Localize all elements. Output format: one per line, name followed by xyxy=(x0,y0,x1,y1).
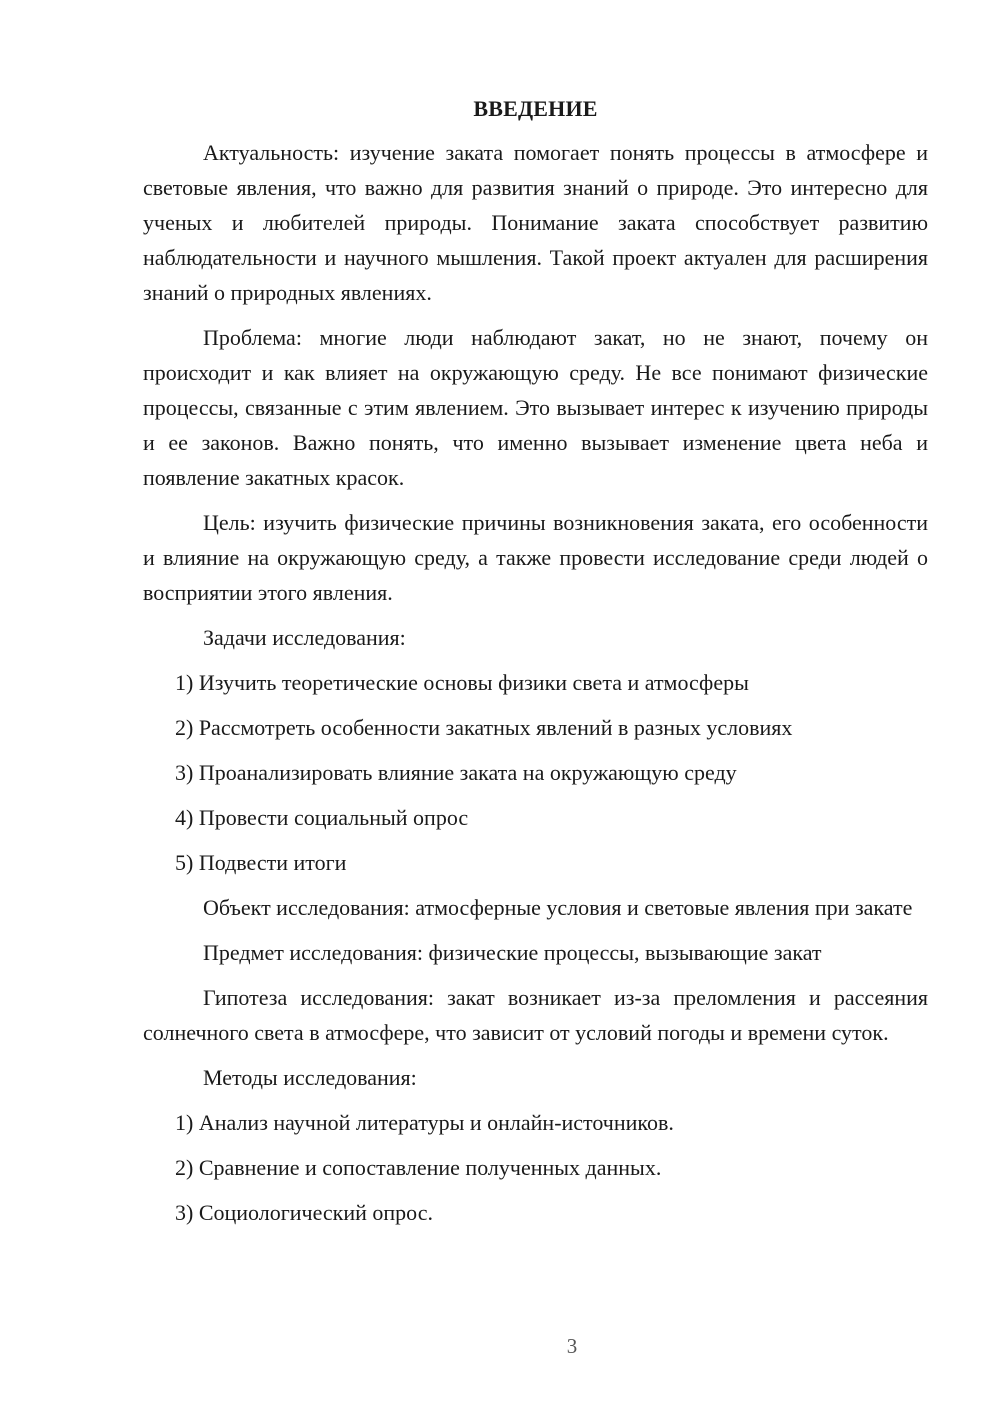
paragraph-relevance: Актуальность: изучение заката помогает понять процессы в атмосфере и световые явления, что важно для развития знаний о природе. Это интересно для ученых и любителей природы. Понимание заката способствует развитию наблюдательности и научного мышления. Такой проект актуален для расширения знаний о природных явлениях. xyxy=(143,140,928,305)
paragraph-hypothesis: Гипотеза исследования: закат возникает из-за преломления и рассеяния солнечного света в атмосфере, что зависит от условий погоды и времени суток. xyxy=(143,985,928,1045)
list-item: 5) Подвести итоги xyxy=(175,850,347,875)
methods-list xyxy=(143,1105,928,1230)
methods-label: Методы исследования: xyxy=(203,1065,417,1090)
page-number: 3 xyxy=(566,1334,578,1358)
list-item: 4) Провести социальный опрос xyxy=(175,805,469,830)
paragraph-subject: Предмет исследования: физические процессы, вызывающие закат xyxy=(203,940,822,965)
section-title: ВВЕДЕНИЕ xyxy=(473,96,598,121)
list-item: 2) Сравнение и сопоставление полученных данных. xyxy=(175,1155,662,1180)
page-content xyxy=(143,96,928,1240)
list-item: 1) Изучить теоретические основы физики света и атмосферы xyxy=(175,670,749,695)
tasks-list xyxy=(143,665,928,880)
paragraph-problem: Проблема: многие люди наблюдают закат, но не знают, почему он происходит и как влияет на окружающую среду. Не все понимают физические процессы, связанные с этим явлением. Это вызывает интерес к изучению природы и ее законов. Важно понять, что именно вызывает изменение цвета неба и появление закатных красок. xyxy=(143,325,928,490)
paragraph-goal: Цель: изучить физические причины возникновения заката, его особенности и влияние на окружающую среду, а также провести исследование среди людей о восприятии этого явления. xyxy=(143,510,928,605)
list-item: 2) Рассмотреть особенности закатных явлений в разных условиях xyxy=(175,715,793,740)
list-item: 3) Социологический опрос. xyxy=(175,1200,433,1225)
list-item: 3) Проанализировать влияние заката на окружающую среду xyxy=(175,760,737,785)
list-item: 1) Анализ научной литературы и онлайн-источников. xyxy=(175,1110,674,1135)
paragraph-object: Объект исследования: атмосферные условия и световые явления при закате xyxy=(203,895,913,920)
tasks-label: Задачи исследования: xyxy=(203,625,406,650)
